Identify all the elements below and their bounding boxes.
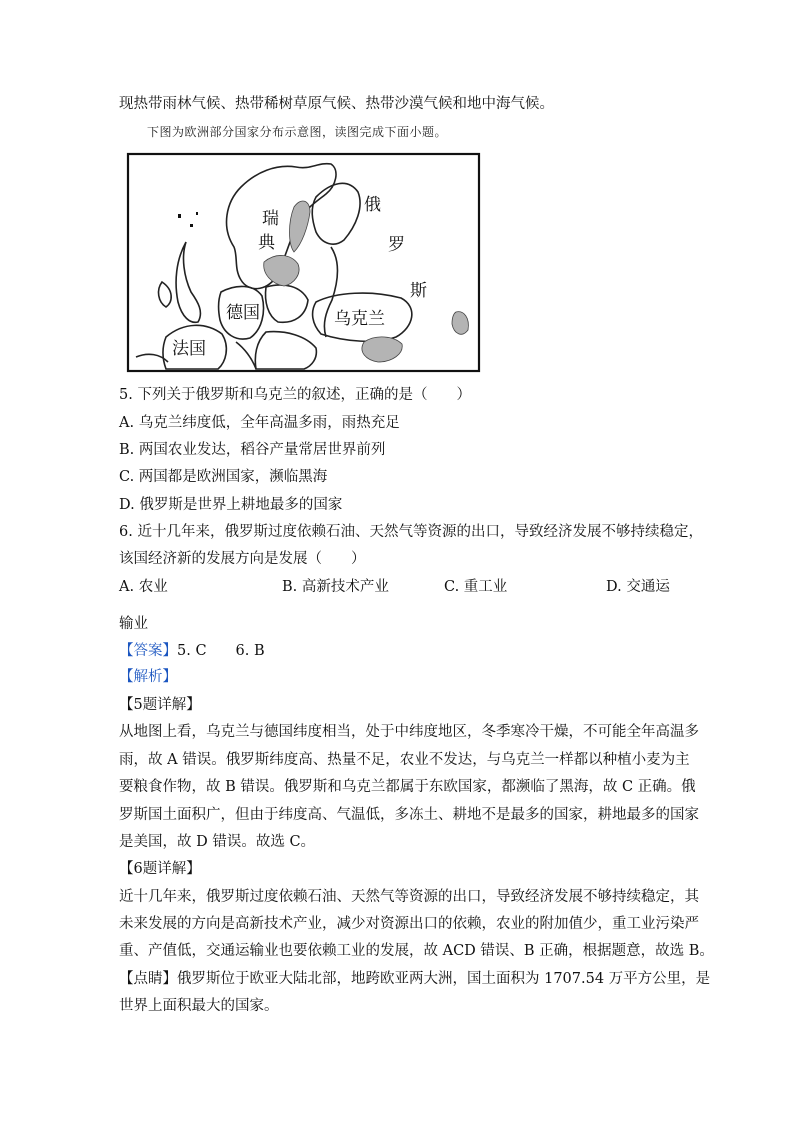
q5-stem: 5. 下列关于俄罗斯和乌克兰的叙述，正确的是（ ） [119, 387, 471, 403]
detail5-line: 从地图上看，乌克兰与德国纬度相当，处于中纬度地区，冬季寒冷干燥，不可能全年高温多 [119, 724, 699, 740]
q5-option-c: C. 两国都是欧洲国家，濒临黑海 [119, 469, 328, 485]
q5-option-a: A. 乌克兰纬度低，全年高温多雨，雨热充足 [119, 415, 400, 431]
detail5-line: 要粮食作物，故 B 错误。俄罗斯和乌克兰都属于东欧国家，都濒临了黑海，故 C 正确。俄 [119, 779, 696, 795]
label-russia-1: 俄 [364, 195, 381, 215]
q6-stem-line2: 该国经济新的发展方向是发展（ ） [119, 551, 366, 567]
detail6-line: 未来发展的方向是高新技术产业，减少对资源出口的依赖，农业的附加值少，重工业污染严 [119, 916, 699, 932]
label-sweden-1: 瑞 [262, 209, 279, 229]
detail5-line: 罗斯国土面积广，但由于纬度高、气温低，多冻土、耕地不是最多的国家，耕地最多的国家 [119, 807, 699, 823]
comment-text: 俄罗斯位于欧亚大陆北部，地跨欧亚两大洲，国土面积为 1707.54 万平方公里，是 [177, 971, 711, 987]
comment-tag: 【点睛】 [119, 971, 177, 987]
detail5-line: 雨，故 A 错误。俄罗斯纬度高、热量不足，农业不发达，与乌克兰一样都以种植小麦为主 [119, 752, 690, 768]
comment-line2: 世界上面积最大的国家。 [119, 998, 279, 1014]
q6-option-b: B. 高新技术产业 [282, 579, 389, 595]
label-germany: 德国 [226, 303, 260, 323]
label-russia-2: 罗 [388, 235, 405, 255]
map-caption: 下图为欧洲部分国家分布示意图，读图完成下面小题。 [147, 125, 448, 139]
q6-option-a: A. 农业 [119, 579, 168, 595]
detail6-line: 重、产值低，交通运输业也要依赖工业的发展，故 ACD 错误、B 正确，根据题意，故选 B。 [119, 943, 714, 959]
q6-stem-line1: 6. 近十几年来，俄罗斯过度依赖石油、天然气等资源的出口，导致经济发展不够持续稳定， [119, 524, 703, 540]
q5-option-b: B. 两国农业发达，稻谷产量常居世界前列 [119, 442, 386, 458]
q6-option-d-wrap: 输业 [119, 616, 148, 632]
label-russia-3: 斯 [410, 281, 427, 301]
intro-line: 现热带雨林气候、热带稀树草原气候、热带沙漠气候和地中海气候。 [119, 96, 554, 112]
label-sweden-2: 典 [258, 233, 275, 253]
comment-line1 [119, 969, 710, 989]
detail5-line: 是美国，故 D 错误。故选 C。 [119, 834, 316, 850]
answer-text: 5. C 6. B [177, 643, 265, 659]
q6-option-d: D. 交通运 [606, 579, 670, 595]
q5-option-d: D. 俄罗斯是世界上耕地最多的国家 [119, 497, 343, 513]
detail5-title: 【5题详解】 [119, 697, 201, 713]
answer-line [119, 641, 265, 661]
detail6-line: 近十几年来，俄罗斯过度依赖石油、天然气等资源的出口，导致经济发展不够持续稳定，其 [119, 889, 699, 905]
answer-tag: 【答案】 [119, 643, 177, 659]
detail6-title: 【6题详解】 [119, 861, 201, 877]
europe-map [126, 152, 482, 374]
label-ukraine: 乌克兰 [334, 309, 385, 329]
analysis-tag: 【解析】 [119, 669, 177, 685]
q6-option-c: C. 重工业 [444, 579, 508, 595]
label-france: 法国 [172, 339, 206, 359]
